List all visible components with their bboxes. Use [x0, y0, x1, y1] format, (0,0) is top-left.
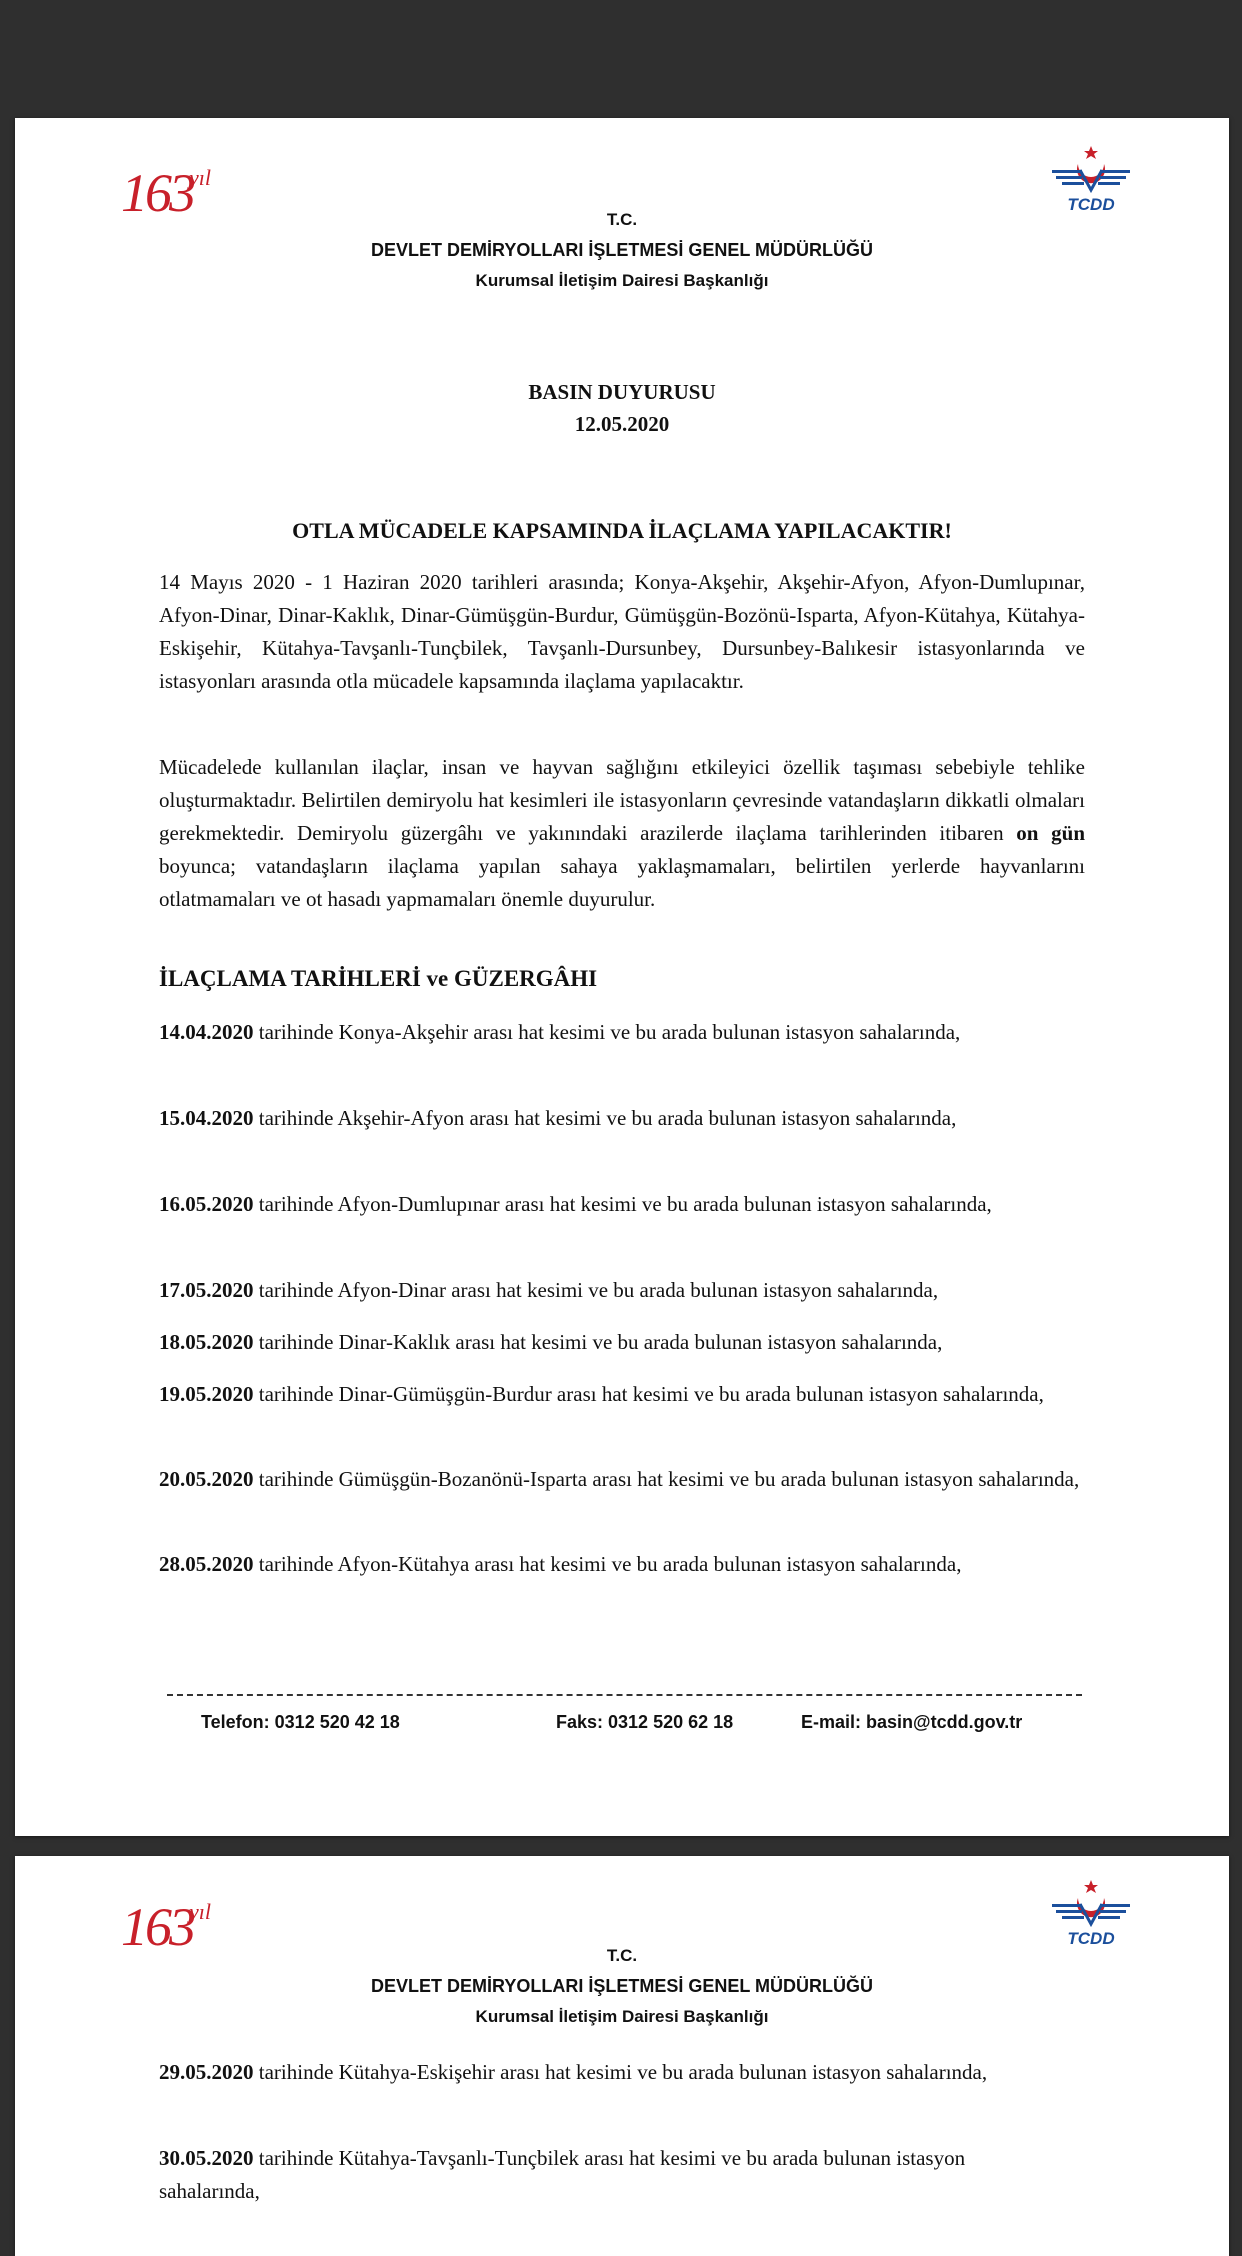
schedule-date: 28.05.2020 — [159, 1552, 254, 1576]
paragraph-2-text-end: boyunca; vatandaşların ilaçlama yapılan sahaya yaklaşmamaları, belirtilen yerlerde hayvanlarını otlatmamaları ve ot hasadı yapmamaları önemle duyurulur. — [159, 854, 1085, 911]
letterhead-dept: Kurumsal İletişim Dairesi Başkanlığı — [475, 271, 769, 290]
schedule-text: tarihinde Dinar-Kaklık arası hat kesimi ve bu arada bulunan istasyon sahalarında, — [253, 1330, 943, 1354]
schedule-entry — [159, 1016, 1039, 1049]
schedule-text: tarihinde Afyon-Dinar arası hat kesimi ve bu arada bulunan istasyon sahalarında, — [253, 1278, 939, 1302]
footer-phone: Telefon: 0312 520 42 18 — [201, 1712, 400, 1732]
schedule-date: 16.05.2020 — [159, 1192, 254, 1216]
paragraph-1: 14 Mayıs 2020 - 1 Haziran 2020 tarihleri arasında; Konya-Akşehir, Akşehir-Afyon, Afyon-Dumlupınar, Afyon-Dinar, Dinar-Kaklık, Dinar-Gümüşgün-Burdur, Gümüşgün-Bozönü-Isparta, Afyon-Kütahya, Kütahya-Eskişehir, Kütahya-Tavşanlı-Tunçbilek, Tavşanlı-Dursunbey, Dursunbey-Balıkesir istasyonlarında ve istasyonları arasında otla mücadele kapsamında ilaçlama yapılacaktır. — [159, 570, 1085, 693]
schedule-date: 20.05.2020 — [159, 1467, 254, 1491]
schedule-date: 19.05.2020 — [159, 1382, 254, 1406]
announcement-title: OTLA MÜCADELE KAPSAMINDA İLAÇLAMA YAPILACAKTIR! — [292, 518, 952, 543]
schedule-text: tarihinde Afyon-Kütahya arası hat kesimi ve bu arada bulunan istasyon sahalarında, — [253, 1552, 962, 1576]
footer-divider — [167, 1694, 1082, 1696]
schedule-date: 18.05.2020 — [159, 1330, 254, 1354]
announcement-type: BASIN DUYURUSU — [528, 380, 716, 404]
footer-fax: Faks: 0312 520 62 18 — [556, 1712, 734, 1732]
tcdd-logo-text: TCDD — [1067, 1929, 1115, 1948]
letterhead-org: DEVLET DEMİRYOLLARI İŞLETMESİ GENEL MÜDÜRLÜĞÜ — [370, 1976, 873, 1996]
letterhead-tc: T.C. — [606, 210, 638, 229]
schedule-text: tarihinde Konya-Akşehir arası hat kesimi ve bu arada bulunan istasyon sahalarında, — [253, 1020, 961, 1044]
announcement-date: 12.05.2020 — [574, 412, 670, 436]
anniversary-word: yıl — [189, 165, 211, 190]
schedule-entry — [159, 1102, 1039, 1135]
schedule-entry — [159, 1378, 1085, 1411]
schedule-date: 17.05.2020 — [159, 1278, 254, 1302]
document-page-2 — [15, 1856, 1229, 2256]
schedule-text: tarihinde Kütahya-Eskişehir arası hat kesimi ve bu arada bulunan istasyon sahalarında, — [253, 2060, 988, 2084]
letterhead-tc: T.C. — [606, 1946, 638, 1965]
schedule-entry — [159, 2142, 1039, 2208]
paragraph-2 — [159, 751, 1085, 916]
schedule-entry — [159, 2056, 1039, 2089]
tcdd-logo-text: TCDD — [1067, 195, 1115, 214]
schedule-date: 29.05.2020 — [159, 2060, 254, 2084]
schedule-date: 14.04.2020 — [159, 1020, 254, 1044]
schedule-date: 15.04.2020 — [159, 1106, 254, 1130]
paragraph-2-text: Mücadelede kullanılan ilaçlar, insan ve hayvan sağlığını etkileyici özellik taşıması sebebiyle tehlike oluşturmaktadır. Belirtilen demiryolu hat kesimleri ile istasyonların çevresinde vatandaşların dikkatli olmaları gerekmektedir. Demiryolu güzergâhı ve yakınındaki arazilerde ilaçlama tarihlerinden itibaren — [159, 755, 1085, 845]
anniversary-word: yıl — [189, 1899, 211, 1924]
tcdd-logo-icon — [1050, 1880, 1132, 1950]
schedule-entry — [159, 1463, 1085, 1496]
paragraph-2-emphasis: on gün — [1016, 821, 1085, 845]
letterhead — [15, 210, 1229, 291]
footer-email: E-mail: basin@tcdd.gov.tr — [801, 1712, 1023, 1732]
schedule-entry — [159, 1326, 1085, 1359]
schedule-text: tarihinde Gümüşgün-Bozanönü-Isparta arası hat kesimi ve bu arada bulunan istasyon sahalarında, — [253, 1467, 1080, 1491]
schedule-entry — [159, 1188, 1085, 1221]
schedule-text: tarihinde Akşehir-Afyon arası hat kesimi ve bu arada bulunan istasyon sahalarında, — [253, 1106, 957, 1130]
section-title: İLAÇLAMA TARİHLERİ ve GÜZERGÂHI — [159, 966, 598, 991]
anniversary-number: 163 — [121, 1897, 193, 1957]
document-page-1 — [15, 118, 1229, 1836]
schedule-entry — [159, 1274, 1085, 1307]
schedule-text: tarihinde Afyon-Dumlupınar arası hat kesimi ve bu arada bulunan istasyon sahalarında, — [253, 1192, 992, 1216]
schedule-text: tarihinde Dinar-Gümüşgün-Burdur arası hat kesimi ve bu arada bulunan istasyon sahalarında, — [253, 1382, 1044, 1406]
schedule-text: tarihinde Kütahya-Tavşanlı-Tunçbilek arası hat kesimi ve bu arada bulunan istasyon sahalarında, — [159, 2146, 966, 2203]
anniversary-number: 163 — [121, 163, 193, 223]
letterhead-dept: Kurumsal İletişim Dairesi Başkanlığı — [475, 2007, 769, 2026]
letterhead — [15, 1946, 1229, 2027]
schedule-date: 30.05.2020 — [159, 2146, 254, 2170]
tcdd-logo-icon — [1050, 146, 1132, 216]
schedule-entry — [159, 1548, 1039, 1581]
letterhead-org: DEVLET DEMİRYOLLARI İŞLETMESİ GENEL MÜDÜRLÜĞÜ — [370, 240, 873, 260]
